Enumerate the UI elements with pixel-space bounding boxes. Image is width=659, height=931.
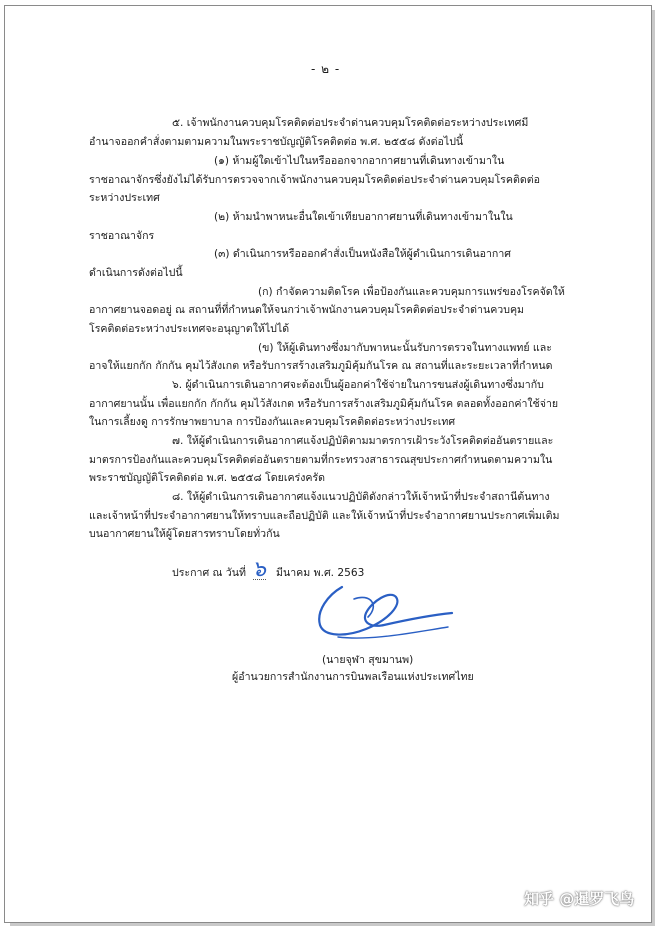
subitem-a-line-3: โรคติดต่อระหว่างประเทศจะอนุญาตให้ไปได้: [89, 323, 290, 335]
page-shadow-right: [652, 10, 655, 925]
clause-8-line-1: ๘. ให้ผู้ดำเนินการเดินอากาศแจ้งแนวปฏิบัติดังกล่าวให้เจ้าหน้าที่ประจำสถานีต้นทาง: [172, 491, 550, 503]
subitem-a-line-1: (ก) กำจัดความติดโรค เพื่อป้องกันและควบคุมการแพร่ของโรคจัดให้: [258, 286, 565, 298]
signer-name: (นายจุฬา สุขมานพ): [322, 654, 414, 666]
item-2-line-1: (๒) ห้ามนำพาหนะอื่นใดเข้าเทียบอากาศยานที่เดินทางเข้ามาในใน: [214, 211, 513, 223]
clause-5-line-1: ๕. เจ้าพนักงานควบคุมโรคติดต่อประจำด่านควบคุมโรคติดต่อระหว่างประเทศมี: [172, 117, 529, 129]
signature-image: [310, 575, 470, 645]
item-1-line-2: ราชอาณาจักรซึ่งยังไม่ได้รับการตรวจจากเจ้าพนักงานควบคุมโรคติดต่อประจำด่านควบคุมโรคติดต่อ: [89, 174, 540, 186]
announce-month-year: มีนาคม พ.ศ. 2563: [276, 567, 365, 579]
clause-6-line-1: ๖. ผู้ดำเนินการเดินอากาศจะต้องเป็นผู้ออกค่าใช้จ่ายในการขนส่งผู้เดินทางซึ่งมากับ: [172, 379, 544, 391]
item-1-line-1: (๑) ห้ามผู้ใดเข้าไปในหรือออกจากอากาศยานที่เดินทางเข้ามาใน: [214, 155, 505, 167]
signer-position: ผู้อำนวยการสำนักงานการบินพลเรือนแห่งประเทศไทย: [232, 671, 474, 683]
clause-5-line-2: อำนาจออกคำสั่งตามตามความในพระราชบัญญัติโรคติดต่อ พ.ศ. ๒๕๕๘ ดังต่อไปนี้: [89, 136, 464, 148]
clause-8-line-2: และเจ้าหน้าที่ประจำอากาศยานให้ทราบและถือปฏิบัติ และให้เจ้าหน้าที่ประจำอากาศยานประกาศเพิ่มเติม: [89, 510, 560, 522]
announce-day: ๖: [252, 557, 266, 582]
subitem-b-line-1: (ข) ให้ผู้เดินทางซึ่งมากับพาหนะนั้นรับการตรวจในทางแพทย์ และ: [258, 342, 552, 354]
subitem-b-line-2: อาจให้แยกกัก กักกัน คุมไว้สังเกต หรือรับการสร้างเสริมภูมิคุ้มกันโรค ณ สถานที่และระยะเวลาที่กำหนด: [89, 360, 553, 372]
clause-7-line-3: พระราชบัญญัติโรคติดต่อ พ.ศ. ๒๕๕๘ โดยเคร่งครัด: [89, 472, 326, 484]
page-number: - ๒ -: [311, 62, 341, 76]
watermark-text: 知乎 @暹罗飞鸟: [524, 890, 635, 908]
clause-8-line-3: บนอากาศยานให้ผู้โดยสารทราบโดยทั่วกัน: [89, 528, 280, 540]
item-1-line-3: ระหว่างประเทศ: [89, 192, 160, 204]
clause-6-line-2: อากาศยานนั้น เพื่อแยกกัก กักกัน คุมไว้สังเกต หรือรับการสร้างเสริมภูมิคุ้มกันโรค ตลอดทั้งออกค่าใช้จ่าย: [89, 398, 559, 410]
announce-prefix: ประกาศ ณ วันที่: [172, 567, 246, 579]
clause-7-line-1: ๗. ให้ผู้ดำเนินการเดินอากาศแจ้งปฏิบัติตามมาตรการเฝ้าระวังโรคติดต่ออันตรายและ: [172, 435, 554, 447]
item-3-line-2: ดำเนินการดังต่อไปนี้: [89, 267, 183, 279]
item-3-line-1: (๓) ดำเนินการหรือออกคำสั่งเป็นหนังสือให้ผู้ดำเนินการเดินอากาศ: [214, 248, 512, 260]
page-shadow-bottom: [10, 923, 655, 926]
clause-7-line-2: มาตรการป้องกันและควบคุมโรคติดต่ออันตรายตามที่กระทรวงสาธารณสุขประกาศกำหนดตามความใน: [89, 454, 553, 466]
item-2-line-2: ราชอาณาจักร: [89, 230, 155, 242]
subitem-a-line-2: อากาศยานจอดอยู่ ณ สถานที่ที่กำหนดให้จนกว่าเจ้าพนักงานควบคุมโรคติดต่อประจำด่านควบคุม: [89, 304, 525, 316]
clause-6-line-3: ในการเลี้ยงดู การรักษาพยาบาล การป้องกันและควบคุมโรคติดต่อระหว่างประเทศ: [89, 416, 456, 428]
